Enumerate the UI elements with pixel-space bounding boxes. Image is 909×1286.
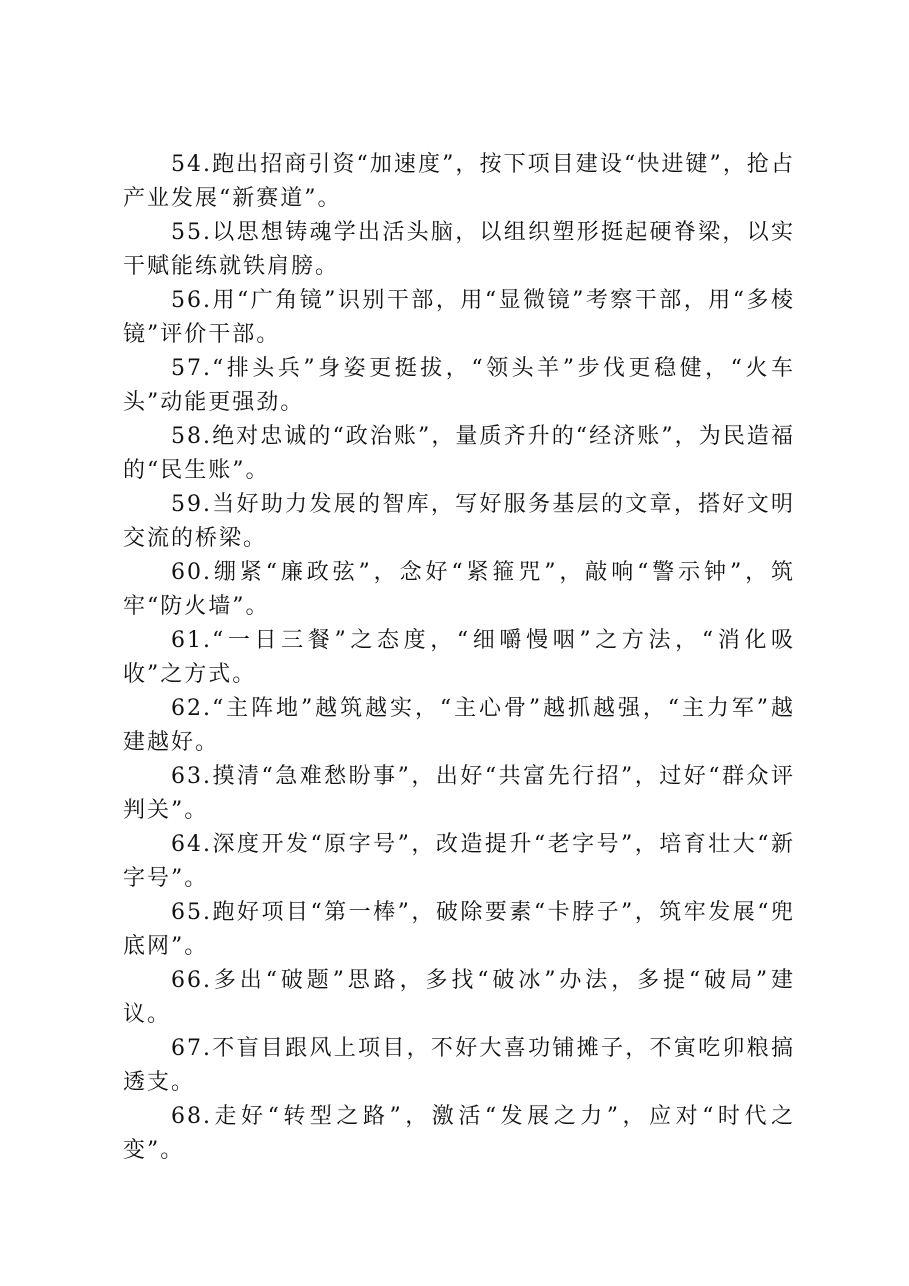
list-item-66: 66.多出“破题”思路，多找“破冰”办法，多提“破局”建议。 xyxy=(123,968,795,1027)
list-item-65: 65.跑好项目“第一棒”，破除要素“卡脖子”，筑牢发展“兜底网”。 xyxy=(123,900,795,959)
list-item-63: 63.摸清“急难愁盼事”，出好“共富先行招”，过好“群众评判关”。 xyxy=(123,764,795,823)
list-item-61: 61.“一日三餐”之态度，“细嚼慢咽”之方法，“消化吸收”之方式。 xyxy=(123,628,795,687)
document-body xyxy=(123,148,795,1168)
list-item-64: 64.深度开发“原字号”，改造提升“老字号”，培育壮大“新字号”。 xyxy=(123,832,795,891)
list-item-54: 54.跑出招商引资“加速度”，按下项目建设“快进键”，抢占产业发展“新赛道”。 xyxy=(123,152,795,211)
list-item-58: 58.绝对忠诚的“政治账”，量质齐升的“经济账”，为民造福的“民生账”。 xyxy=(123,424,795,483)
list-item-62: 62.“主阵地”越筑越实，“主心骨”越抓越强，“主力军”越建越好。 xyxy=(123,696,795,755)
list-item-68: 68.走好“转型之路”，激活“发展之力”，应对“时代之变”。 xyxy=(123,1104,795,1163)
list-item-57: 57.“排头兵”身姿更挺拔，“领头羊”步伐更稳健，“火车头”动能更强劲。 xyxy=(123,356,795,415)
list-item-55: 55.以思想铸魂学出活头脑，以组织塑形挺起硬脊梁，以实干赋能练就铁肩膀。 xyxy=(123,220,795,279)
list-item-60: 60.绷紧“廉政弦”，念好“紧箍咒”，敲响“警示钟”，筑牢“防火墙”。 xyxy=(123,560,795,619)
list-item-56: 56.用“广角镜”识别干部，用“显微镜”考察干部，用“多棱镜”评价干部。 xyxy=(123,288,795,347)
list-item-67: 67.不盲目跟风上项目，不好大喜功铺摊子，不寅吃卯粮搞透支。 xyxy=(123,1036,795,1095)
list-item-59: 59.当好助力发展的智库，写好服务基层的文章，搭好文明交流的桥梁。 xyxy=(123,492,795,551)
